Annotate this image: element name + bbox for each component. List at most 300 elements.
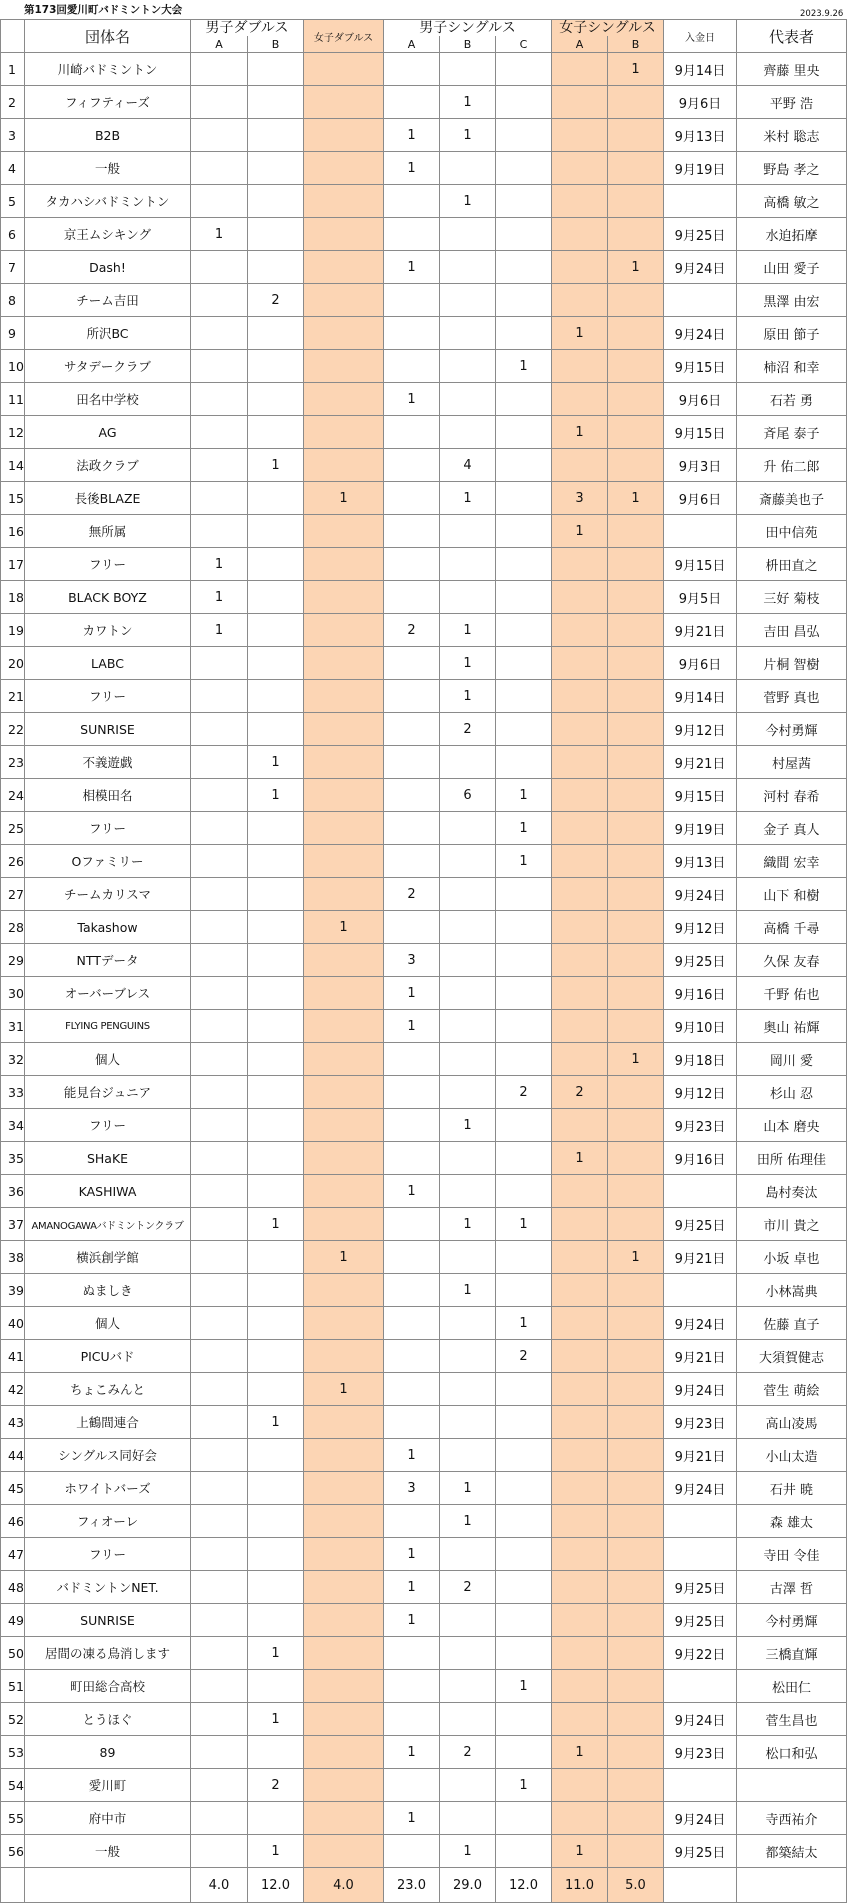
table-row: [1, 878, 847, 911]
wd-count: [304, 1307, 384, 1340]
md-b-count: [248, 218, 304, 251]
ms-b-count: [440, 1340, 496, 1373]
header-mens-doubles: 男子ダブルス: [191, 20, 304, 37]
ws-a-count: [552, 944, 608, 977]
wd-count: [304, 779, 384, 812]
row-number: 18: [1, 581, 25, 614]
md-b-count: [248, 185, 304, 218]
table-row: [1, 1835, 847, 1868]
md-b-count: [248, 152, 304, 185]
md-a-count: [191, 878, 248, 911]
representative-name: 岡川 愛: [737, 1043, 847, 1076]
wd-count: [304, 1076, 384, 1109]
wd-count: [304, 1538, 384, 1571]
payment-date: 9月22日: [664, 1637, 737, 1670]
total-md-b: 12.0: [248, 1868, 304, 1903]
md-b-count: [248, 1010, 304, 1043]
row-number: 45: [1, 1472, 25, 1505]
md-a-count: [191, 119, 248, 152]
ws-a-count: [552, 1505, 608, 1538]
md-a-count: [191, 647, 248, 680]
payment-date: 9月15日: [664, 350, 737, 383]
ms-c-count: [496, 53, 552, 86]
team-name: KASHIWA: [25, 1175, 191, 1208]
team-name: 川崎バドミントン: [25, 53, 191, 86]
payment-date: 9月15日: [664, 779, 737, 812]
row-number: 48: [1, 1571, 25, 1604]
team-name: フリー: [25, 1538, 191, 1571]
ws-a-count: 3: [552, 482, 608, 515]
row-number: 15: [1, 482, 25, 515]
ms-b-count: [440, 1637, 496, 1670]
row-number: 34: [1, 1109, 25, 1142]
ws-b-count: 1: [608, 53, 664, 86]
md-b-count: 1: [248, 1703, 304, 1736]
ms-a-count: 2: [384, 614, 440, 647]
table-row: [1, 944, 847, 977]
ms-a-count: 3: [384, 944, 440, 977]
ms-a-count: [384, 812, 440, 845]
md-a-count: [191, 1043, 248, 1076]
ms-a-count: 1: [384, 119, 440, 152]
header-mens-singles: 男子シングルス: [384, 20, 552, 37]
ws-a-count: [552, 1472, 608, 1505]
ms-a-count: [384, 1142, 440, 1175]
team-name: オーバーブレス: [25, 977, 191, 1010]
ms-b-count: [440, 1769, 496, 1802]
table-row: [1, 1373, 847, 1406]
ms-a-count: [384, 1406, 440, 1439]
representative-name: 山本 磨央: [737, 1109, 847, 1142]
md-a-count: [191, 1142, 248, 1175]
ws-a-count: 1: [552, 1835, 608, 1868]
payment-date: 9月10日: [664, 1010, 737, 1043]
ms-c-count: [496, 1175, 552, 1208]
representative-name: 松田仁: [737, 1670, 847, 1703]
payment-date: 9月13日: [664, 119, 737, 152]
md-a-count: [191, 845, 248, 878]
ms-c-count: 2: [496, 1076, 552, 1109]
wd-count: [304, 1604, 384, 1637]
representative-name: 石若 勇: [737, 383, 847, 416]
table-row: [1, 119, 847, 152]
wd-count: [304, 350, 384, 383]
row-number: 49: [1, 1604, 25, 1637]
total-rep: [737, 1868, 847, 1903]
representative-name: 寺西祐介: [737, 1802, 847, 1835]
ws-a-count: [552, 1175, 608, 1208]
payment-date: [664, 284, 737, 317]
wd-count: [304, 1274, 384, 1307]
row-number: 40: [1, 1307, 25, 1340]
payment-date: 9月21日: [664, 614, 737, 647]
payment-date: 9月24日: [664, 1703, 737, 1736]
ws-a-count: [552, 647, 608, 680]
md-b-count: 1: [248, 1835, 304, 1868]
ms-b-count: [440, 548, 496, 581]
ms-c-count: [496, 1010, 552, 1043]
md-a-count: [191, 713, 248, 746]
team-name: Oファミリー: [25, 845, 191, 878]
ms-b-count: 1: [440, 680, 496, 713]
ws-a-count: [552, 1802, 608, 1835]
md-a-count: [191, 1835, 248, 1868]
ms-b-count: [440, 515, 496, 548]
total-ms-a: 23.0: [384, 1868, 440, 1903]
ms-c-count: [496, 251, 552, 284]
md-b-count: [248, 812, 304, 845]
representative-name: [737, 1769, 847, 1802]
ms-b-count: [440, 53, 496, 86]
ms-a-count: [384, 1769, 440, 1802]
ms-b-count: 6: [440, 779, 496, 812]
row-number: 7: [1, 251, 25, 284]
table-row: [1, 977, 847, 1010]
wd-count: [304, 548, 384, 581]
table-row: [1, 1076, 847, 1109]
md-b-count: [248, 1109, 304, 1142]
wd-count: [304, 515, 384, 548]
ms-b-count: [440, 911, 496, 944]
row-number: 31: [1, 1010, 25, 1043]
ms-a-count: [384, 647, 440, 680]
ws-a-count: [552, 779, 608, 812]
representative-name: 今村勇輝: [737, 1604, 847, 1637]
ms-b-count: 1: [440, 1835, 496, 1868]
md-a-count: [191, 1406, 248, 1439]
payment-date: 9月23日: [664, 1736, 737, 1769]
header-no: [1, 20, 25, 53]
md-a-count: 1: [191, 218, 248, 251]
representative-name: 三橋直輝: [737, 1637, 847, 1670]
team-name: BLACK BOYZ: [25, 581, 191, 614]
ms-b-count: [440, 251, 496, 284]
md-b-count: 1: [248, 746, 304, 779]
table-row: [1, 416, 847, 449]
ws-b-count: 1: [608, 1241, 664, 1274]
wd-count: [304, 746, 384, 779]
ms-a-count: [384, 680, 440, 713]
wd-count: 1: [304, 1373, 384, 1406]
representative-name: 野島 孝之: [737, 152, 847, 185]
md-b-count: [248, 581, 304, 614]
payment-date: [664, 1538, 737, 1571]
ws-a-count: [552, 1571, 608, 1604]
table-row: [1, 284, 847, 317]
ms-c-count: 1: [496, 845, 552, 878]
ms-b-count: 4: [440, 449, 496, 482]
ws-b-count: [608, 746, 664, 779]
team-name: SUNRISE: [25, 1604, 191, 1637]
row-number: 2: [1, 86, 25, 119]
payment-date: 9月24日: [664, 1802, 737, 1835]
team-name: 上鶴間連合: [25, 1406, 191, 1439]
representative-name: 奥山 祐輝: [737, 1010, 847, 1043]
ms-a-count: [384, 1340, 440, 1373]
ws-b-count: [608, 1340, 664, 1373]
sub-md-b: B: [248, 36, 304, 53]
ms-c-count: [496, 86, 552, 119]
wd-count: [304, 1208, 384, 1241]
md-b-count: 1: [248, 1406, 304, 1439]
ms-b-count: [440, 1142, 496, 1175]
ws-a-count: [552, 1340, 608, 1373]
ms-b-count: [440, 416, 496, 449]
md-a-count: [191, 86, 248, 119]
ms-b-count: [440, 218, 496, 251]
ms-b-count: [440, 1703, 496, 1736]
row-number: 37: [1, 1208, 25, 1241]
ws-b-count: [608, 614, 664, 647]
md-a-count: [191, 1637, 248, 1670]
representative-name: 佐藤 直子: [737, 1307, 847, 1340]
row-number: 43: [1, 1406, 25, 1439]
md-b-count: 1: [248, 449, 304, 482]
md-a-count: 1: [191, 548, 248, 581]
md-b-count: [248, 1472, 304, 1505]
md-a-count: [191, 1439, 248, 1472]
team-name: 一般: [25, 1835, 191, 1868]
ms-a-count: [384, 218, 440, 251]
ms-a-count: [384, 284, 440, 317]
md-a-count: [191, 482, 248, 515]
ms-c-count: [496, 416, 552, 449]
ws-b-count: [608, 1769, 664, 1802]
ms-c-count: [496, 1604, 552, 1637]
team-name: サタデークラブ: [25, 350, 191, 383]
ms-a-count: 1: [384, 251, 440, 284]
ms-c-count: [496, 1538, 552, 1571]
ms-b-count: [440, 581, 496, 614]
ws-b-count: [608, 911, 664, 944]
row-number: 19: [1, 614, 25, 647]
md-a-count: [191, 1769, 248, 1802]
wd-count: [304, 53, 384, 86]
ms-c-count: [496, 581, 552, 614]
ws-a-count: 1: [552, 1142, 608, 1175]
representative-name: 山田 愛子: [737, 251, 847, 284]
ms-a-count: [384, 515, 440, 548]
table-row: [1, 911, 847, 944]
md-a-count: [191, 152, 248, 185]
ws-b-count: [608, 1076, 664, 1109]
md-a-count: 1: [191, 614, 248, 647]
ws-b-count: [608, 1538, 664, 1571]
team-name: フィフティーズ: [25, 86, 191, 119]
ms-c-count: [496, 647, 552, 680]
md-b-count: [248, 317, 304, 350]
table-row: [1, 1043, 847, 1076]
ms-a-count: [384, 482, 440, 515]
ws-b-count: [608, 1142, 664, 1175]
md-b-count: [248, 1802, 304, 1835]
payment-date: 9月23日: [664, 1406, 737, 1439]
payment-date: 9月5日: [664, 581, 737, 614]
md-a-count: [191, 185, 248, 218]
table-row: [1, 185, 847, 218]
representative-name: 金子 真人: [737, 812, 847, 845]
row-number: 10: [1, 350, 25, 383]
ms-c-count: [496, 1274, 552, 1307]
representative-name: 松口和弘: [737, 1736, 847, 1769]
ws-a-count: [552, 845, 608, 878]
table-row: [1, 1802, 847, 1835]
ms-a-count: 1: [384, 1571, 440, 1604]
table-row: [1, 581, 847, 614]
wd-count: [304, 1439, 384, 1472]
payment-date: 9月6日: [664, 647, 737, 680]
team-name: 個人: [25, 1307, 191, 1340]
ms-a-count: [384, 185, 440, 218]
table-row: [1, 350, 847, 383]
total-md-a: 4.0: [191, 1868, 248, 1903]
wd-count: [304, 614, 384, 647]
row-number: 20: [1, 647, 25, 680]
md-a-count: [191, 1505, 248, 1538]
team-name: 所沢BC: [25, 317, 191, 350]
md-a-count: [191, 449, 248, 482]
representative-name: 菅生昌也: [737, 1703, 847, 1736]
ws-b-count: 1: [608, 1043, 664, 1076]
representative-name: 山下 和樹: [737, 878, 847, 911]
ws-b-count: [608, 1274, 664, 1307]
md-b-count: [248, 878, 304, 911]
ms-c-count: [496, 1406, 552, 1439]
representative-name: 今村勇輝: [737, 713, 847, 746]
representative-name: 織間 宏幸: [737, 845, 847, 878]
total-wd: 4.0: [304, 1868, 384, 1903]
table-row: [1, 1571, 847, 1604]
ms-c-count: 1: [496, 1769, 552, 1802]
table-row: [1, 482, 847, 515]
ws-a-count: 1: [552, 317, 608, 350]
table-row: [1, 1010, 847, 1043]
ws-b-count: [608, 845, 664, 878]
ms-a-count: [384, 1637, 440, 1670]
row-number: 3: [1, 119, 25, 152]
ws-b-count: [608, 713, 664, 746]
md-b-count: [248, 1439, 304, 1472]
team-name: 89: [25, 1736, 191, 1769]
ms-b-count: 1: [440, 1274, 496, 1307]
wd-count: [304, 944, 384, 977]
representative-name: 市川 貴之: [737, 1208, 847, 1241]
ms-b-count: [440, 1175, 496, 1208]
md-b-count: 1: [248, 1208, 304, 1241]
wd-count: 1: [304, 911, 384, 944]
ms-a-count: [384, 1703, 440, 1736]
md-a-count: [191, 1208, 248, 1241]
ms-c-count: [496, 119, 552, 152]
wd-count: [304, 812, 384, 845]
ms-a-count: 1: [384, 1010, 440, 1043]
ms-a-count: 1: [384, 1538, 440, 1571]
wd-count: [304, 218, 384, 251]
table-row: [1, 1109, 847, 1142]
ws-a-count: [552, 911, 608, 944]
md-b-count: [248, 1736, 304, 1769]
payment-date: 9月25日: [664, 218, 737, 251]
ws-b-count: [608, 1109, 664, 1142]
ms-a-count: [384, 1076, 440, 1109]
row-number: 6: [1, 218, 25, 251]
ms-c-count: 1: [496, 350, 552, 383]
table-row: [1, 515, 847, 548]
ms-a-count: 1: [384, 1802, 440, 1835]
md-a-count: [191, 1340, 248, 1373]
ws-a-count: [552, 746, 608, 779]
row-number: 53: [1, 1736, 25, 1769]
ws-b-count: [608, 185, 664, 218]
wd-count: [304, 1835, 384, 1868]
ms-b-count: 1: [440, 647, 496, 680]
md-b-count: [248, 1538, 304, 1571]
team-name: Dash!: [25, 251, 191, 284]
ms-c-count: [496, 1142, 552, 1175]
wd-count: [304, 383, 384, 416]
ws-b-count: [608, 878, 664, 911]
payment-date: 9月24日: [664, 1373, 737, 1406]
ms-c-count: [496, 614, 552, 647]
payment-date: 9月6日: [664, 86, 737, 119]
md-a-count: [191, 284, 248, 317]
ws-b-count: [608, 977, 664, 1010]
team-name: 横浜創学館: [25, 1241, 191, 1274]
ws-b-count: [608, 218, 664, 251]
row-number: 27: [1, 878, 25, 911]
ws-a-count: 2: [552, 1076, 608, 1109]
ms-a-count: [384, 1307, 440, 1340]
md-b-count: [248, 680, 304, 713]
ms-b-count: 2: [440, 1571, 496, 1604]
team-name: ホワイトバーズ: [25, 1472, 191, 1505]
wd-count: [304, 878, 384, 911]
md-a-count: [191, 1241, 248, 1274]
table-row: [1, 449, 847, 482]
ws-b-count: [608, 1802, 664, 1835]
payment-date: 9月15日: [664, 548, 737, 581]
ws-b-count: [608, 317, 664, 350]
sheet-title: 第173回愛川町バドミントン大会: [24, 4, 183, 16]
team-name: シングルス同好会: [25, 1439, 191, 1472]
row-number: 12: [1, 416, 25, 449]
ms-b-count: [440, 1241, 496, 1274]
payment-date: 9月3日: [664, 449, 737, 482]
ws-b-count: [608, 152, 664, 185]
payment-date: [664, 1505, 737, 1538]
table-row: [1, 1208, 847, 1241]
ws-b-count: [608, 1175, 664, 1208]
team-name: 田名中学校: [25, 383, 191, 416]
ms-b-count: [440, 1010, 496, 1043]
row-number: 46: [1, 1505, 25, 1538]
representative-name: 高山凌馬: [737, 1406, 847, 1439]
payment-date: 9月24日: [664, 1307, 737, 1340]
row-number: 24: [1, 779, 25, 812]
team-name: AMANOGAWAバドミントンクラブ: [25, 1208, 191, 1241]
wd-count: [304, 647, 384, 680]
md-b-count: [248, 845, 304, 878]
ms-b-count: [440, 1604, 496, 1637]
wd-count: [304, 284, 384, 317]
ws-a-count: [552, 350, 608, 383]
md-b-count: 1: [248, 1637, 304, 1670]
ms-a-count: 2: [384, 878, 440, 911]
md-b-count: [248, 1043, 304, 1076]
wd-count: 1: [304, 482, 384, 515]
ms-c-count: [496, 1637, 552, 1670]
representative-name: 千野 佑也: [737, 977, 847, 1010]
